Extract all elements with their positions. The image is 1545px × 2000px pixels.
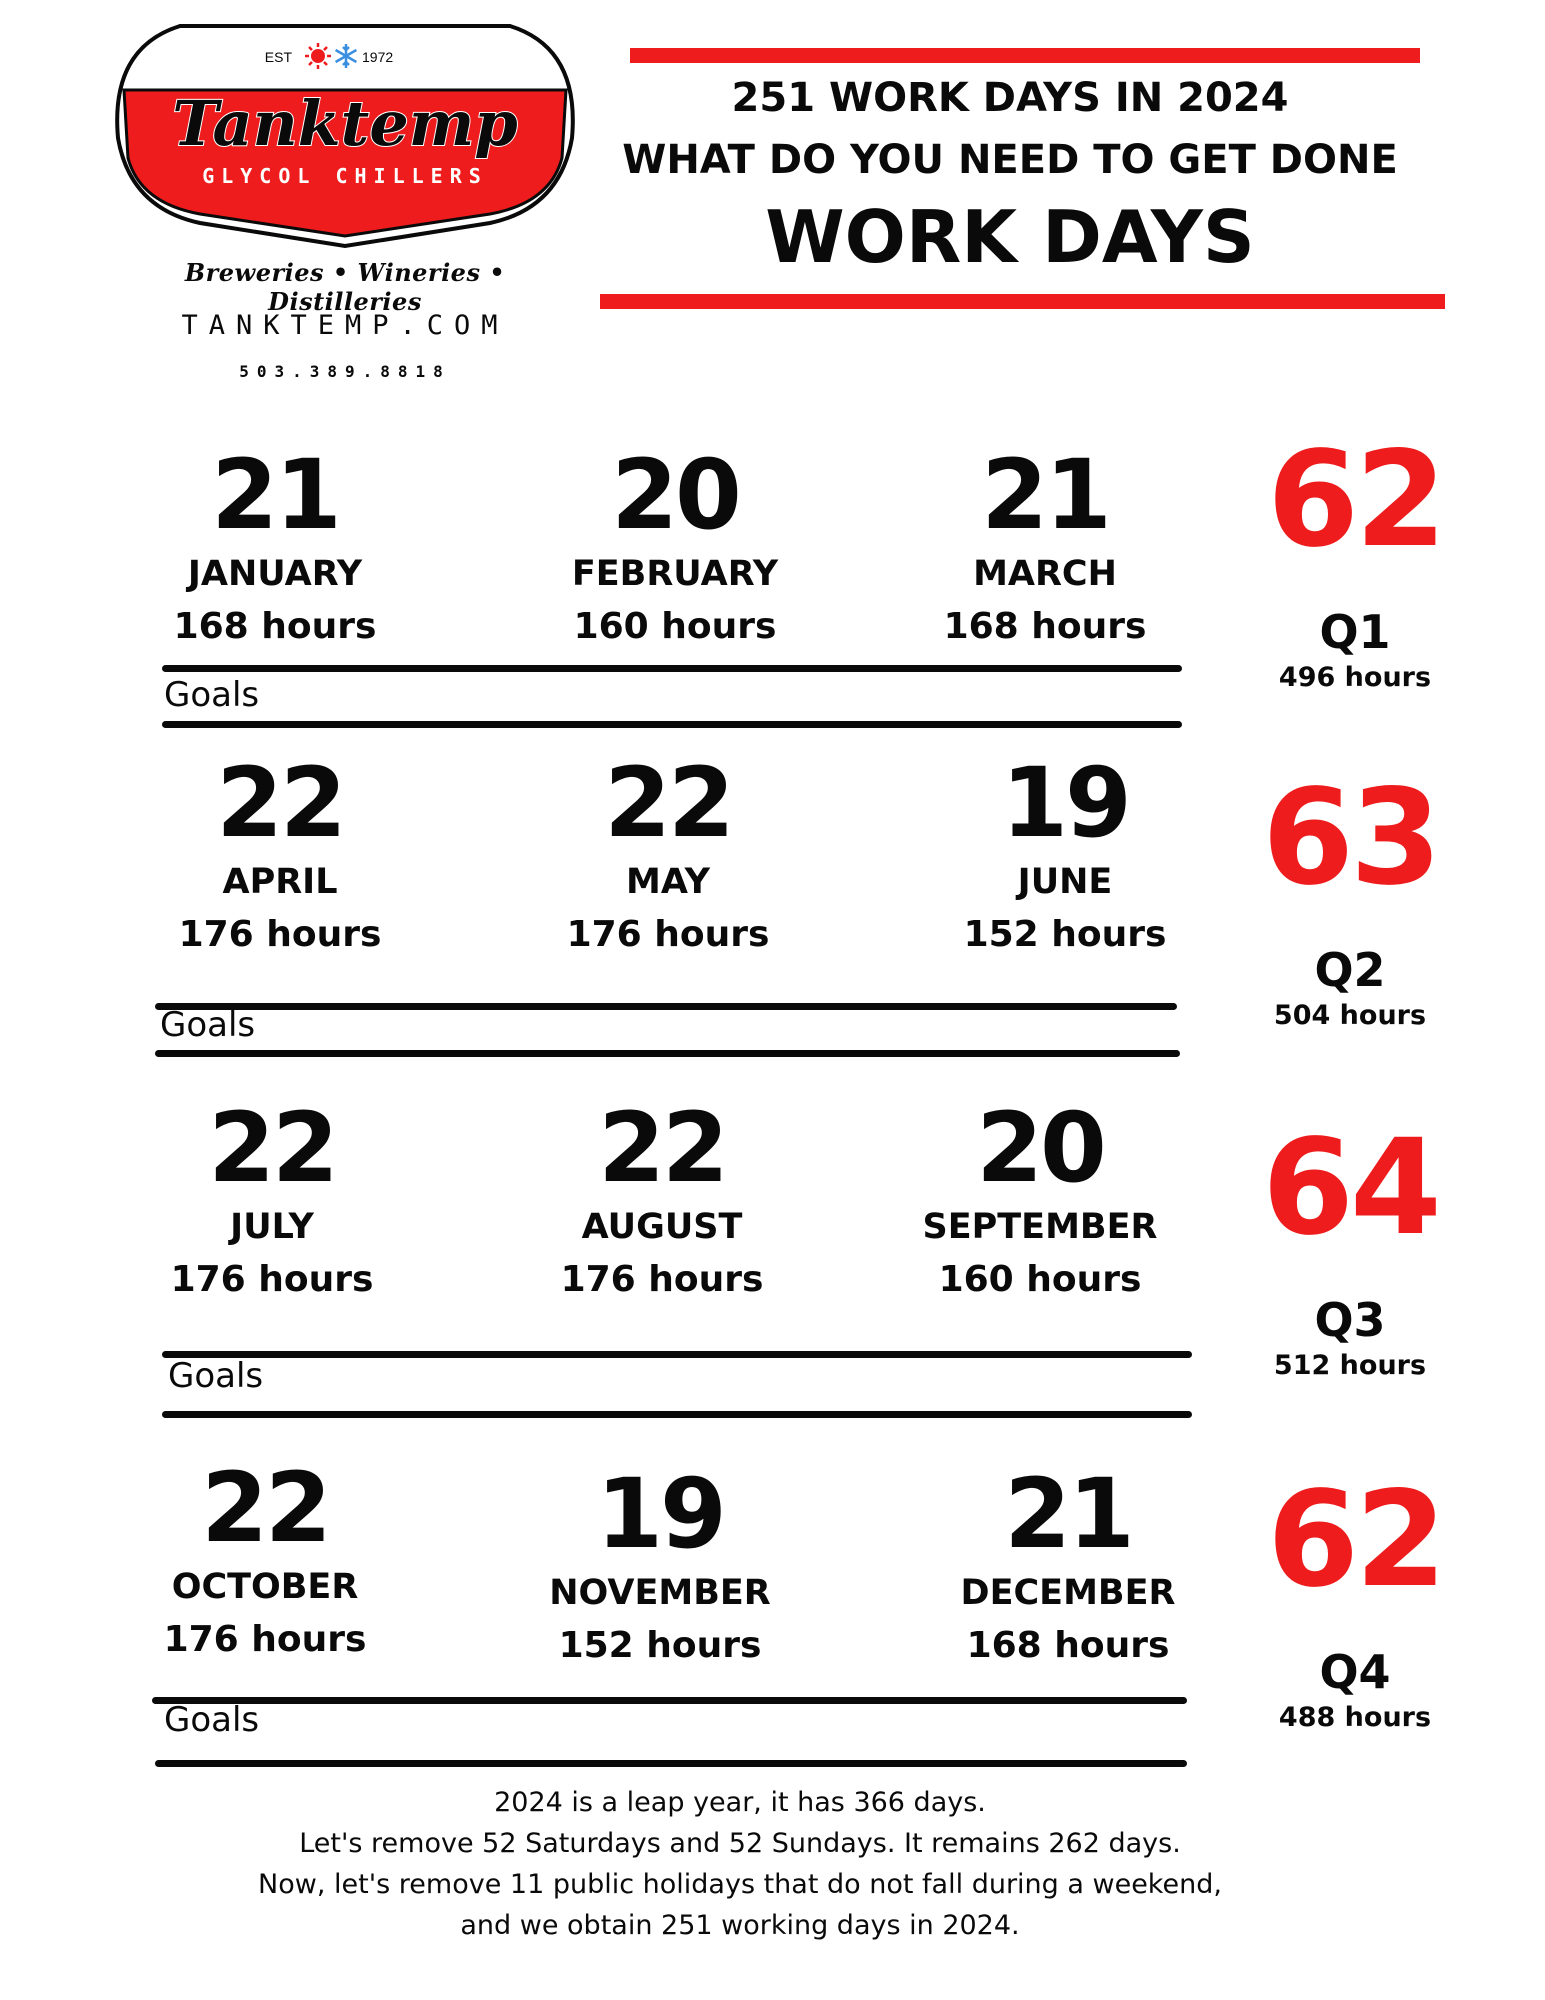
header-line-2: WHAT DO YOU NEED TO GET DONE	[622, 137, 1398, 183]
brand-website[interactable]: TANKTEMP.COM	[181, 310, 509, 341]
goals-label: Goals	[168, 1356, 264, 1396]
quarter-q1	[1240, 423, 1470, 694]
month-name: DECEMBER	[960, 1573, 1176, 1613]
month-days: 22	[604, 747, 732, 859]
month-april	[140, 748, 420, 958]
goals-top-line	[162, 665, 1182, 672]
goals-label: Goals	[164, 1700, 260, 1740]
month-hours: 152 hours	[558, 1625, 762, 1666]
quarter-days: 62	[1267, 1463, 1443, 1617]
header-line-1: 251 WORK DAYS IN 2024	[731, 75, 1289, 121]
quarter-label: Q4	[1319, 1645, 1391, 1699]
quarter-hours: 496 hours	[1278, 662, 1432, 693]
goals-top-line	[152, 1697, 1187, 1704]
goals-bottom-line	[155, 1760, 1187, 1767]
tanktemp-logo	[110, 18, 580, 253]
month-days: 20	[611, 439, 739, 551]
brand-name: Tanktemp	[172, 87, 518, 160]
goals-bottom-line	[162, 721, 1182, 728]
quarter-hours: 512 hours	[1273, 1350, 1427, 1381]
month-november	[520, 1459, 800, 1669]
brand-subtitle: GLYCOL CHILLERS	[202, 164, 488, 188]
quarter-hours: 504 hours	[1273, 1000, 1427, 1031]
quarter-days: 63	[1262, 761, 1438, 915]
goals-top-line	[162, 1351, 1192, 1358]
month-days: 20	[976, 1092, 1104, 1204]
month-hours: 160 hours	[573, 606, 777, 647]
brand-tagline: Breweries • Wineries • Distilleries	[184, 258, 506, 316]
quarter-hours: 488 hours	[1278, 1702, 1432, 1733]
month-name: SEPTEMBER	[922, 1207, 1158, 1247]
goals-bottom-line	[162, 1411, 1192, 1418]
month-may	[528, 748, 808, 958]
month-days: 22	[208, 1092, 336, 1204]
header-top-bar	[630, 48, 1420, 63]
month-hours: 152 hours	[963, 914, 1167, 955]
month-days: 19	[596, 1458, 724, 1570]
quarter-label: Q2	[1314, 943, 1386, 997]
month-hours: 176 hours	[163, 1619, 367, 1660]
month-days: 21	[1004, 1458, 1132, 1570]
month-name: JULY	[230, 1207, 314, 1247]
month-name: APRIL	[222, 862, 338, 902]
month-october	[125, 1453, 405, 1663]
month-hours: 176 hours	[566, 914, 770, 955]
page-title: WORK DAYS	[765, 195, 1255, 279]
month-hours: 168 hours	[966, 1625, 1170, 1666]
goals-label: Goals	[160, 1005, 256, 1045]
month-hours: 176 hours	[178, 914, 382, 955]
month-september	[900, 1093, 1180, 1303]
month-hours: 176 hours	[560, 1259, 764, 1300]
goals-label: Goals	[164, 675, 260, 715]
quarter-q3	[1235, 1111, 1465, 1382]
month-name: MARCH	[973, 554, 1117, 594]
footer-line-4: and we obtain 251 working days in 2024.	[460, 1910, 1020, 1941]
month-days: 22	[216, 747, 344, 859]
month-december	[928, 1459, 1208, 1669]
footer-line-3: Now, let's remove 11 public holidays that do not fall during a weekend,	[258, 1869, 1222, 1900]
month-name: OCTOBER	[171, 1567, 359, 1607]
month-days: 21	[981, 439, 1109, 551]
quarter-q4	[1240, 1463, 1470, 1734]
month-name: JUNE	[1017, 862, 1113, 902]
month-name: NOVEMBER	[549, 1573, 771, 1613]
month-days: 22	[598, 1092, 726, 1204]
quarter-label: Q3	[1314, 1293, 1386, 1347]
footer-line-1: 2024 is a leap year, it has 366 days.	[494, 1787, 986, 1818]
footer-line-2: Let's remove 52 Saturdays and 52 Sundays. It remains 262 days.	[299, 1828, 1181, 1859]
month-hours: 168 hours	[173, 606, 377, 647]
month-hours: 160 hours	[938, 1259, 1142, 1300]
month-name: MAY	[626, 862, 710, 902]
goals-top-line	[155, 1003, 1177, 1010]
established-prefix: EST	[264, 49, 292, 65]
quarter-days: 64	[1262, 1111, 1438, 1265]
month-days: 22	[201, 1452, 329, 1564]
header-bottom-bar	[600, 294, 1445, 309]
month-june	[925, 748, 1205, 958]
month-january	[135, 440, 415, 650]
month-name: JANUARY	[187, 554, 363, 594]
month-hours: 176 hours	[170, 1259, 374, 1300]
month-hours: 168 hours	[943, 606, 1147, 647]
month-name: FEBRUARY	[571, 554, 779, 594]
quarter-label: Q1	[1319, 605, 1391, 659]
footer-note	[200, 1782, 1280, 1946]
month-name: AUGUST	[581, 1207, 743, 1247]
goals-bottom-line	[155, 1050, 1180, 1057]
month-march	[905, 440, 1185, 650]
quarter-days: 62	[1267, 423, 1443, 577]
month-august	[522, 1093, 802, 1303]
quarter-q2	[1235, 761, 1465, 1032]
established-year: 1972	[362, 49, 394, 65]
month-february	[535, 440, 815, 650]
month-days: 21	[211, 439, 339, 551]
month-july	[132, 1093, 412, 1303]
month-days: 19	[1001, 747, 1129, 859]
brand-phone: 503.389.8818	[239, 362, 451, 381]
